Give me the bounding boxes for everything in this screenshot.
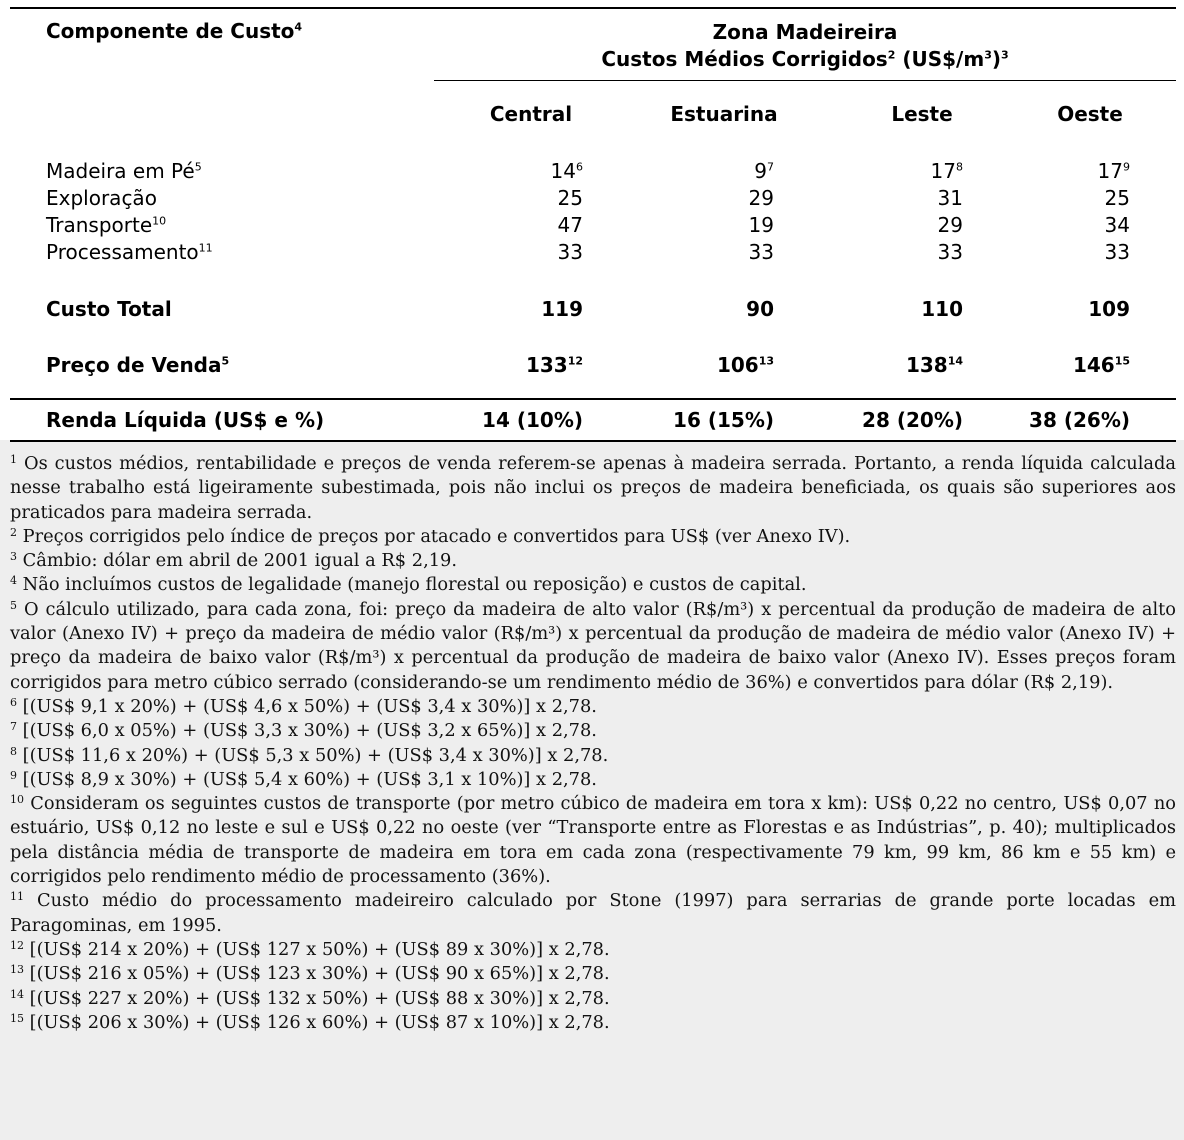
cell-value: 14 (550, 159, 576, 183)
price-leste (906, 355, 963, 375)
row-label (46, 188, 157, 208)
price-leste-value: 138 (905, 353, 948, 377)
net-income-oeste: 38 (26%) (1029, 408, 1130, 432)
cell-leste (931, 161, 963, 181)
row-label-sup: 5 (194, 160, 202, 174)
footnote-number: 3 (10, 550, 18, 564)
footnote (10, 598, 1176, 695)
price-oeste-sup: 15 (1114, 354, 1130, 368)
footnote-text: Os custos médios, rentabilidade e preços de venda referem-se apenas à madeira serrada. Portanto, a renda líquida calculada nesse trabalho está ligeiramente subestimada, pois não inclui os preços de madeira beneficiada, os quais são superiores aos praticados para madeira serrada. (10, 453, 1176, 523)
zone-title-text: Zona Madeireira (712, 20, 898, 44)
footnote (10, 962, 1176, 986)
net-income-top-rule (10, 398, 1176, 400)
footnote-number: 11 (10, 890, 25, 904)
cell-oeste (1105, 242, 1130, 262)
component-header-sup: 4 (294, 20, 303, 34)
footnote-number: 10 (10, 793, 25, 807)
price-label (46, 355, 229, 375)
component-header (46, 21, 302, 41)
total-central: 119 (541, 297, 583, 321)
footnote (10, 695, 1176, 719)
column-header-estuarina: Estuarina (670, 102, 778, 126)
cell-value: 29 (937, 213, 963, 237)
footnote-number: 2 (10, 525, 18, 539)
total-leste: 110 (921, 297, 963, 321)
price-label-sup: 5 (221, 354, 230, 368)
price-central (526, 355, 583, 375)
footnote-number: 8 (10, 744, 18, 758)
cell-value: 25 (1104, 186, 1130, 210)
row-label-text: Processamento (46, 240, 199, 264)
total-label: Custo Total (46, 297, 172, 321)
cell-estuarina (754, 161, 774, 181)
row-label (46, 242, 213, 262)
column-header-central: Central (489, 102, 573, 126)
cell-sup: 6 (576, 160, 583, 174)
cell-sup: 7 (767, 160, 774, 174)
footnote-number: 13 (10, 963, 25, 977)
zone-title (434, 22, 1176, 42)
footnote-text: [(US$ 9,1 x 20%) + (US$ 4,6 x 50%) + (US$ 3,4 x 30%)] x 2,78. (17, 695, 597, 717)
zone-header-rule (434, 80, 1176, 81)
footnote (10, 525, 1176, 549)
footnote-text: Câmbio: dólar em abril de 2001 igual a R$ 2,19. (17, 550, 457, 572)
footnote-number: 7 (10, 720, 18, 734)
costs-unit-sup1: 3 (984, 48, 992, 62)
row-label (46, 161, 202, 181)
costs-unit-prefix: (US$/m (895, 47, 985, 71)
cell-value: 47 (557, 213, 583, 237)
footnote (10, 573, 1176, 597)
footnote (10, 987, 1176, 1011)
footnote-number: 5 (10, 598, 18, 612)
cell-value: 33 (748, 240, 774, 264)
cell-value: 29 (748, 186, 774, 210)
costs-unit-sup2: 3 (1000, 48, 1009, 62)
row-label-sup: 11 (198, 241, 213, 255)
cell-value: 25 (557, 186, 583, 210)
footnote (10, 452, 1176, 525)
cell-leste (938, 215, 963, 235)
price-oeste-value: 146 (1072, 353, 1115, 377)
footnote-text: Preços corrigidos pelo índice de preços por atacado e convertidos para US$ (ver Anexo IV). (17, 525, 851, 547)
price-central-value: 133 (525, 353, 568, 377)
footnote-text: Custo médio do processamento madeireiro calculado por Stone (1997) para serrarias de grande porte locadas em Paragominas, em 1995. (10, 890, 1176, 936)
footnote-text: [(US$ 6,0 x 05%) + (US$ 3,3 x 30%) + (US$ 3,2 x 65%)] x 2,78. (17, 720, 597, 742)
footnote (10, 1011, 1176, 1035)
cell-leste (938, 242, 963, 262)
footnote-text: [(US$ 216 x 05%) + (US$ 123 x 30%) + (US$ 90 x 65%)] x 2,78. (24, 963, 610, 985)
cell-value: 33 (557, 240, 583, 264)
footnote-text: [(US$ 206 x 30%) + (US$ 126 x 60%) + (US$ 87 x 10%)] x 2,78. (24, 1011, 610, 1033)
cell-value: 34 (1104, 213, 1130, 237)
cell-central (558, 215, 583, 235)
footnote-number: 15 (10, 1011, 25, 1025)
footnote-text: [(US$ 227 x 20%) + (US$ 132 x 50%) + (US$ 88 x 30%)] x 2,78. (24, 987, 610, 1009)
price-label-text: Preço de Venda (46, 353, 222, 377)
footnote-number: 1 (10, 452, 18, 466)
cell-estuarina (749, 215, 774, 235)
row-label-text: Transporte (46, 213, 153, 237)
cell-sup: 9 (1123, 160, 1130, 174)
footnotes-list (10, 452, 1176, 1035)
footnote-number: 12 (10, 938, 25, 952)
footnotes-top-rule (10, 440, 1176, 442)
cell-value: 31 (937, 186, 963, 210)
footnote-number: 14 (10, 987, 25, 1001)
price-leste-sup: 14 (947, 354, 963, 368)
net-income-estuarina: 16 (15%) (673, 408, 774, 432)
costs-title-text: Custos Médios Corrigidos (601, 47, 888, 71)
footnote-text: [(US$ 214 x 20%) + (US$ 127 x 50%) + (US$ 89 x 30%)] x 2,78. (24, 938, 610, 960)
total-estuarina: 90 (746, 297, 774, 321)
cell-value: 9 (754, 159, 767, 183)
cell-oeste (1098, 161, 1130, 181)
footnote-number: 4 (10, 574, 18, 588)
cell-central (551, 161, 583, 181)
cell-oeste (1105, 215, 1130, 235)
row-label-sup: 10 (152, 214, 167, 228)
footnote (10, 768, 1176, 792)
row-label-text: Exploração (46, 186, 157, 210)
footnote-text: Consideram os seguintes custos de transporte (por metro cúbico de madeira em tora x km): US$ 0,22 no centro, US$ 0,07 no estuário, US$ 0,12 no leste e sul e US$ 0,22 no oeste (ver “Transporte entre as Florestas e as Indústrias”, p. 40); multiplicados pela distância média de transporte de madeira em tora em cada zona (respectivamente 79 km, 99 km, 86 km e 55 km) e corrigidos pelo rendimento médio de processamento (36%). (10, 793, 1176, 888)
costs-title-sup: 2 (887, 48, 896, 62)
row-label-text: Madeira em Pé (46, 159, 195, 183)
cell-sup: 8 (956, 160, 963, 174)
component-header-label: Componente de Custo (46, 19, 295, 43)
price-estuarina-sup: 13 (758, 354, 774, 368)
footnote-text: O cálculo utilizado, para cada zona, foi: preço da madeira de alto valor (R$/m³) x percentual da produção de madeira de alto valor (Anexo IV) + preço da madeira de médio valor (R$/m³) x percentual da produção de madeira de médio valor (Anexo IV) + preço da madeira de baixo valor (R$/m³) x percentual da produção de madeira de baixo valor (Anexo IV). Esses preços foram corrigidos para metro cúbico serrado (considerando-se um rendimento médio de 36%) e convertidos para dólar (R$ 2,19). (10, 598, 1176, 693)
price-oeste (1073, 355, 1130, 375)
top-rule (10, 7, 1176, 9)
cell-value: 17 (1097, 159, 1123, 183)
cell-central (558, 188, 583, 208)
price-estuarina (717, 355, 774, 375)
footnotes-panel (0, 440, 1184, 1140)
footnote (10, 938, 1176, 962)
row-label (46, 215, 166, 235)
footnote-number: 9 (10, 768, 18, 782)
price-central-sup: 12 (567, 354, 583, 368)
footnote (10, 549, 1176, 573)
footnote-number: 6 (10, 695, 18, 709)
footnote (10, 719, 1176, 743)
price-estuarina-value: 106 (716, 353, 759, 377)
cell-value: 19 (748, 213, 774, 237)
cell-central (558, 242, 583, 262)
footnote (10, 744, 1176, 768)
cell-value: 17 (930, 159, 956, 183)
footnote (10, 889, 1176, 938)
footnote-text: Não incluímos custos de legalidade (manejo florestal ou reposição) e custos de capital. (17, 574, 807, 596)
cell-estuarina (749, 242, 774, 262)
column-header-leste: Leste (891, 102, 953, 126)
net-income-leste: 28 (20%) (862, 408, 963, 432)
cell-value: 33 (937, 240, 963, 264)
footnote-text: [(US$ 8,9 x 30%) + (US$ 5,4 x 60%) + (US$ 3,1 x 10%)] x 2,78. (17, 768, 597, 790)
cell-oeste (1105, 188, 1130, 208)
cell-value: 33 (1104, 240, 1130, 264)
cell-estuarina (749, 188, 774, 208)
net-income-label: Renda Líquida (US$ e %) (46, 408, 325, 432)
costs-title (434, 49, 1176, 69)
footnote-text: [(US$ 11,6 x 20%) + (US$ 5,3 x 50%) + (US$ 3,4 x 30%)] x 2,78. (17, 744, 609, 766)
column-header-oeste: Oeste (1057, 102, 1123, 126)
costs-unit-suffix: ) (991, 47, 1001, 71)
footnote (10, 792, 1176, 889)
net-income-central: 14 (10%) (482, 408, 583, 432)
total-oeste: 109 (1088, 297, 1130, 321)
cell-leste (938, 188, 963, 208)
